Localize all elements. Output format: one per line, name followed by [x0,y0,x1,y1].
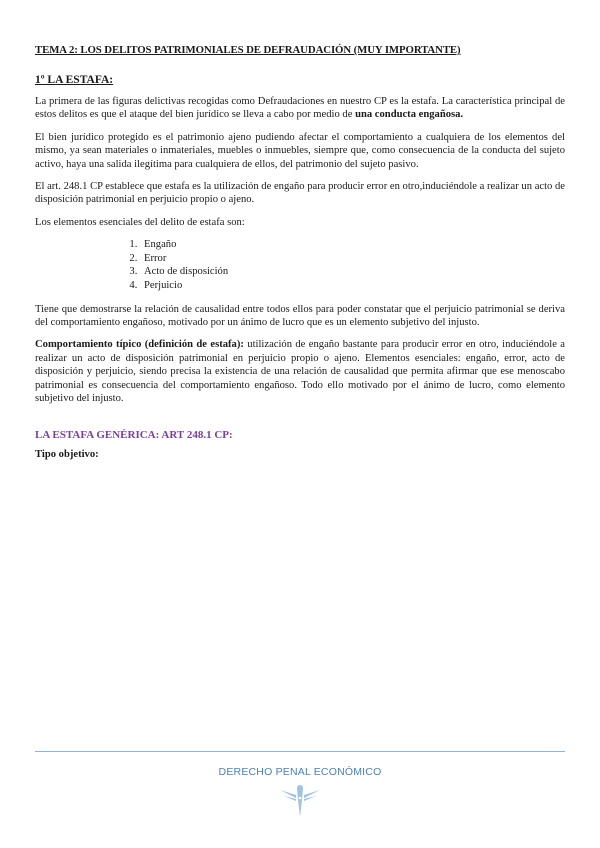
tipo-objetivo-heading: Tipo objetivo: [35,449,99,461]
comportamiento-tipico-text: utilización de engaño bastante para producir error en otro, induciéndole a realizar un acto de disposición patrimonial en perjuicio propio o ajeno. Elementos esenciales: engaño, error, acto de disposición y perjuicio, siendo precisa la existencia de una relación de causalidad que permita afirmar que ese menoscabo patrimonial es consecuencia del comportamiento engañoso. Todo ello motivado por el ánimo de lucro, como elemento subjetivo del injusto. [35,339,565,405]
paragraph-comportamiento-tipico [35,338,565,405]
paragraph-intro-bold: una conducta engañosa. [355,109,464,121]
list-item: 4. Perjuicio [140,279,565,293]
paragraph-intro-text: La primera de las figuras delictivas recogidas como Defraudaciones en nuestro CP es la estafa. La característica principal de estos delitos es que el ataque del bien jurídico se lleva a cabo por medio de [35,96,565,121]
paragraph-intro [35,95,565,122]
paragraph-causalidad: Tiene que demostrarse la relación de causalidad entre todos ellos para poder constatar que el perjuicio patrimonial se deriva del comportamiento engañoso, motivado por un ánimo de lucro que es un elemento subjetivo del injusto. [35,303,565,329]
document-body [35,44,565,460]
section-estafa-generica-title: LA ESTAFA GENÉRICA: ART 248.1 CP: [35,429,233,442]
document-title: TEMA 2: LOS DELITOS PATRIMONIALES DE DEFRAUDACIÓN (MUY IMPORTANTE) [35,44,461,56]
comportamiento-tipico-label: Comportamiento típico (definición de estafa): [35,339,244,351]
paragraph-bien-juridico: El bien jurídico protegido es el patrimonio ajeno pudiendo afectar el comportamiento a cualquiera de los elementos del mismo, ya sean materiales o inmateriales, muebles o inmuebles, siempre que, como consecuencia de la conducta del sujeto activo, haya una salida ilegítima para cualquiera de ellos, del patrimonio del sujeto pasivo. [35,131,565,170]
paragraph-art-248: El art. 248.1 CP establece que estafa es la utilización de engaño para producir error en otro,induciéndole a realizar un acto de disposición patrimonial en perjuicio propio o ajeno. [35,181,565,206]
elements-list [35,238,565,292]
list-item: 2. Error [140,252,565,266]
list-item: 3. Acto de disposición [140,265,565,279]
paragraph-elementos-intro: Los elementos esenciales del delito de estafa son: [35,216,245,228]
footer-divider [35,751,565,752]
list-item: 1. Engaño [140,238,565,252]
section-estafa-title: 1º LA ESTAFA: [35,74,114,86]
pen-nib-logo-icon [278,784,322,818]
footer-title: DERECHO PENAL ECONÓMICO [218,766,382,778]
